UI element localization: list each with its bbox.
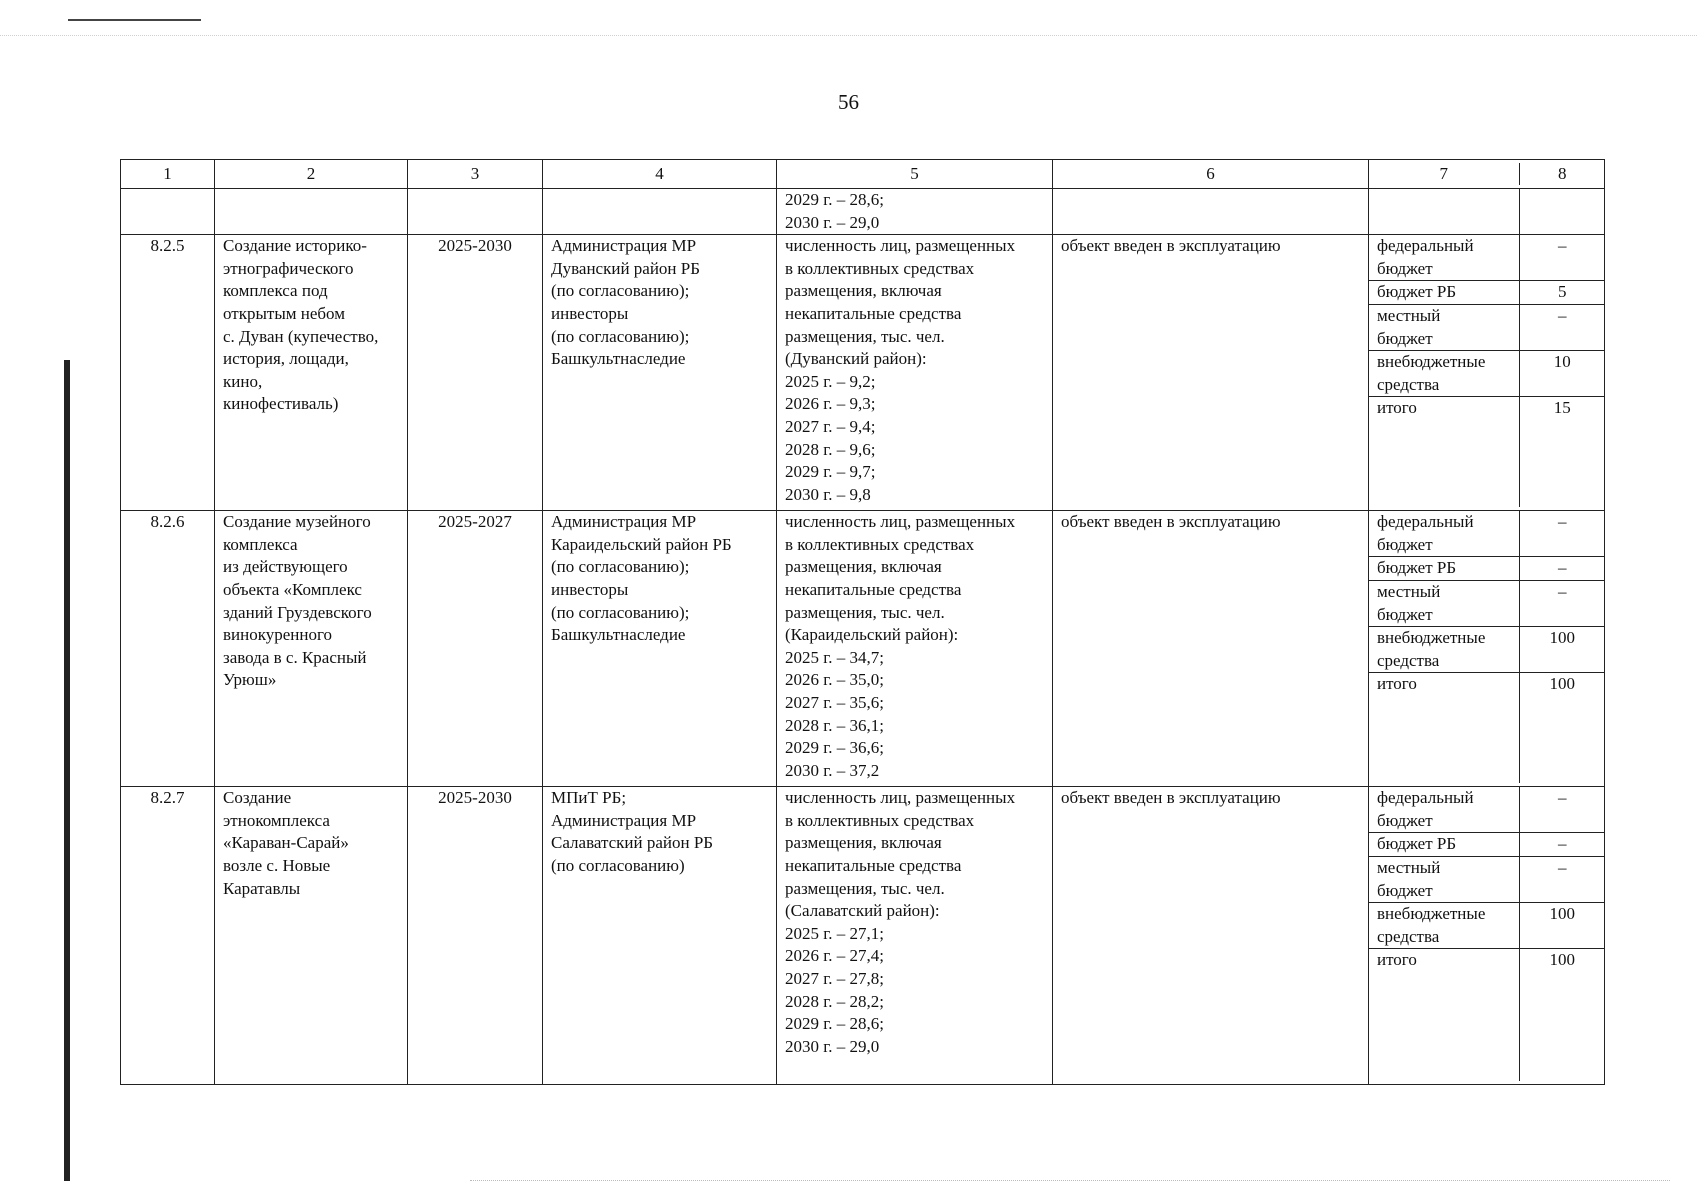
funding-source: внебюджетные средства (1369, 351, 1519, 397)
funding-source: внебюджетные средства (1369, 627, 1519, 673)
funding-source: итого (1369, 949, 1519, 1081)
funding-row (1369, 903, 1605, 949)
row-number: 8.2.6 (121, 511, 215, 787)
funding-row (1369, 281, 1605, 305)
header-cell: 4 (543, 160, 777, 189)
funding-source: местный бюджет (1369, 580, 1519, 626)
program-table (120, 159, 1605, 1085)
funding-source: федеральный бюджет (1369, 511, 1519, 557)
funding-row (1369, 673, 1605, 783)
header-funding-split (1369, 163, 1605, 186)
row-number: 8.2.5 (121, 235, 215, 511)
funding-row (1369, 397, 1605, 507)
row-number: 8.2.7 (121, 787, 215, 1085)
header-cell: 1 (121, 160, 215, 189)
period: 2025-2027 (408, 511, 543, 787)
funding-source: федеральный бюджет (1369, 235, 1519, 281)
funding-amount: 100 (1519, 903, 1605, 949)
funding-row (1369, 949, 1605, 1081)
funding-amount: – (1519, 580, 1605, 626)
period: 2025-2030 (408, 235, 543, 511)
executors: МПиТ РБ; Администрация МР Салаватский район РБ (по согласованию) (543, 787, 777, 1085)
funding-row (1369, 557, 1605, 581)
funding-amount: 100 (1519, 627, 1605, 673)
funding-amount: 100 (1519, 673, 1605, 783)
executors: Администрация МР Караидельский район РБ (по согласованию); инвесторы (по согласованию); Башкультнаследие (543, 511, 777, 787)
indicator-cell: численность лиц, размещенных в коллективных средствах размещения, включая некапитальные средства размещения, тыс. чел. (Дуванский район): 2025 г. – 9,2; 2026 г. – 9,3; 2027 г. – 9,4; 2028 г. – 9,6; 2029 г. – 9,7; 2030 г. – 9,8 (777, 235, 1053, 511)
funding-source: бюджет РБ (1369, 281, 1519, 305)
measure-name: Создание историко- этнографического комплекса под открытым небом с. Дуван (купечество, история, лощади, кино, кинофестиваль) (215, 235, 408, 511)
funding-amount: 100 (1519, 949, 1605, 1081)
funding-row (1369, 304, 1605, 350)
indicator-cell: численность лиц, размещенных в коллективных средствах размещения, включая некапитальные средства размещения, тыс. чел. (Караидельский район): 2025 г. – 34,7; 2026 г. – 35,0; 2027 г. – 35,6; 2028 г. – 36,1; 2029 г. – 36,6; 2030 г. – 37,2 (777, 511, 1053, 787)
scan-artifact-bottom (470, 1180, 1670, 1181)
scan-artifact-top (0, 35, 1697, 36)
result: объект введен в эксплуатацию (1053, 511, 1369, 787)
funding-table (1369, 511, 1605, 783)
funding-amount: – (1519, 856, 1605, 902)
funding-source: итого (1369, 673, 1519, 783)
header-cell: 5 (777, 160, 1053, 189)
funding-amount: 15 (1519, 397, 1605, 507)
indicator-cell: 2029 г. – 28,6; 2030 г. – 29,0 (777, 189, 1053, 235)
funding-amount: – (1519, 304, 1605, 350)
measure-name: Создание музейного комплекса из действующего объекта «Комплекс зданий Груздевского винокуренного завода в с. Красный Урюш» (215, 511, 408, 787)
continuation-row (121, 189, 1605, 235)
funding-row (1369, 351, 1605, 397)
funding-source: местный бюджет (1369, 304, 1519, 350)
funding-row (1369, 833, 1605, 857)
result: объект введен в эксплуатацию (1053, 235, 1369, 511)
funding-row (1369, 235, 1605, 281)
funding-source: федеральный бюджет (1369, 787, 1519, 833)
result: объект введен в эксплуатацию (1053, 787, 1369, 1085)
page-number: 56 (838, 90, 859, 114)
table-row (121, 511, 1605, 787)
funding-source: итого (1369, 397, 1519, 507)
measure-name: Создание этнокомплекса «Караван-Сарай» возле с. Новые Каратавлы (215, 787, 408, 1085)
funding-row (1369, 580, 1605, 626)
funding-amount: 10 (1519, 351, 1605, 397)
funding-row (1369, 511, 1605, 557)
funding-row (1369, 856, 1605, 902)
header-row (121, 160, 1605, 189)
funding-amount: – (1519, 787, 1605, 833)
funding-source: местный бюджет (1369, 856, 1519, 902)
header-cell: 2 (215, 160, 408, 189)
header-cell (1369, 160, 1605, 189)
header-cell: 6 (1053, 160, 1369, 189)
funding-table (1369, 787, 1605, 1081)
table-row (121, 235, 1605, 511)
funding-amount: – (1519, 557, 1605, 581)
funding-amount: – (1519, 511, 1605, 557)
header-cell: 8 (1519, 163, 1605, 186)
funding-row (1369, 787, 1605, 833)
funding-amount: 5 (1519, 281, 1605, 305)
funding-source: бюджет РБ (1369, 557, 1519, 581)
indicator-cell: численность лиц, размещенных в коллективных средствах размещения, включая некапитальные средства размещения, тыс. чел. (Салаватский район): 2025 г. – 27,1; 2026 г. – 27,4; 2027 г. – 27,8; 2028 г. – 28,2; 2029 г. – 28,6; 2030 г. – 29,0 (777, 787, 1053, 1085)
executors: Администрация МР Дуванский район РБ (по согласованию); инвесторы (по согласованию); Башкультнаследие (543, 235, 777, 511)
period: 2025-2030 (408, 787, 543, 1085)
header-cell: 7 (1369, 163, 1519, 186)
funding-row (1369, 627, 1605, 673)
funding-amount: – (1519, 833, 1605, 857)
header-cell: 3 (408, 160, 543, 189)
funding-table (1369, 235, 1605, 507)
table-row (121, 787, 1605, 1085)
top-rule (68, 19, 201, 21)
funding-source: внебюджетные средства (1369, 903, 1519, 949)
funding-amount: – (1519, 235, 1605, 281)
funding-source: бюджет РБ (1369, 833, 1519, 857)
binding-margin-bar (64, 360, 70, 1181)
